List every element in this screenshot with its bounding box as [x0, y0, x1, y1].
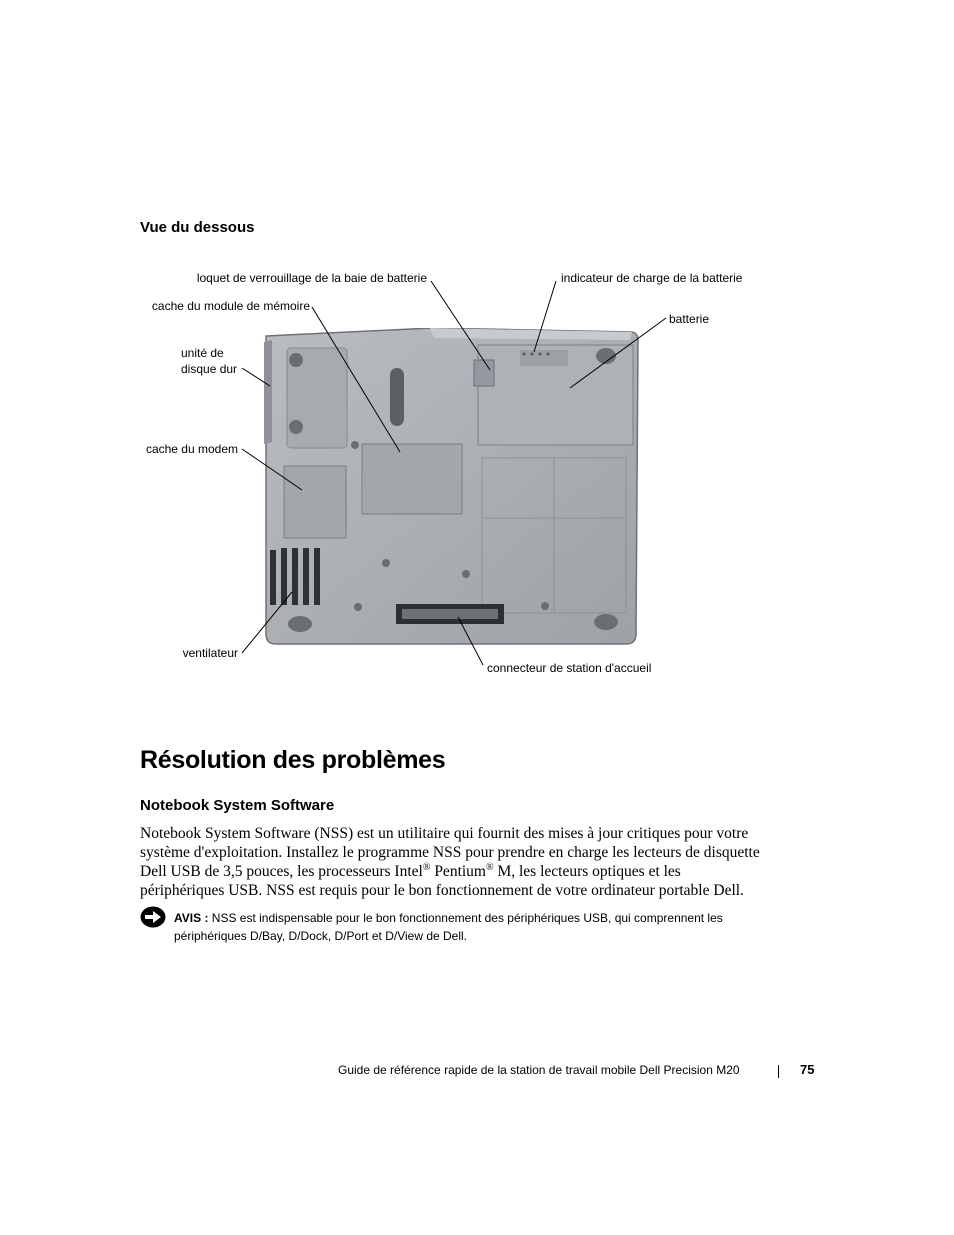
- callout-modem-cover: cache du modem: [145, 442, 238, 456]
- notice-label: AVIS :: [174, 911, 209, 925]
- callout-hard-drive: [181, 345, 237, 377]
- callout-charge-indicator: indicateur de charge de la batterie: [561, 271, 743, 285]
- notice-arrow-icon: [140, 906, 166, 928]
- body-paragraph: [140, 824, 765, 900]
- callout-battery: batterie: [669, 312, 710, 326]
- page-number: 75: [800, 1062, 815, 1077]
- callout-hard-drive-line1: unité de: [181, 346, 224, 360]
- subsection-title: Notebook System Software: [140, 797, 335, 814]
- registered-mark-1: ®: [422, 861, 431, 873]
- callout-docking-connector: connecteur de station d'accueil: [487, 661, 652, 675]
- notice-text: [174, 909, 774, 945]
- paragraph-part2: Pentium: [430, 863, 486, 880]
- registered-mark-2: ®: [485, 861, 494, 873]
- paragraph-part3: M, les lecteurs optiques et les périphériques USB. NSS est requis pour le bon fonctionnement de votre ordinateur portable Dell.: [140, 863, 744, 899]
- footer-separator: [778, 1065, 779, 1078]
- footer-text: Guide de référence rapide de la station de travail mobile Dell Precision M20: [338, 1063, 740, 1077]
- callout-hard-drive-line2: disque dur: [181, 362, 238, 376]
- callout-fan: ventilateur: [182, 646, 238, 660]
- notice-body: NSS est indispensable pour le bon fonctionnement des périphériques USB, qui comprennent les périphériques D/Bay, D/Dock, D/Port et D/View de Dell.: [174, 911, 723, 943]
- callout-battery-latch: loquet de verrouillage de la baie de batterie: [196, 271, 427, 285]
- diagram-title: Vue du dessous: [140, 219, 255, 236]
- callout-memory-cover: cache du module de mémoire: [151, 299, 310, 313]
- section-title: Résolution des problèmes: [140, 746, 446, 774]
- paragraph-part1: Notebook System Software (NSS) est un utilitaire qui fournit des mises à jour critiques pour votre système d'exploitation. Installez le programme NSS pour prendre en charge les lecteurs de disquette Dell USB de 3,5 pouces, les processeurs Intel: [140, 825, 760, 880]
